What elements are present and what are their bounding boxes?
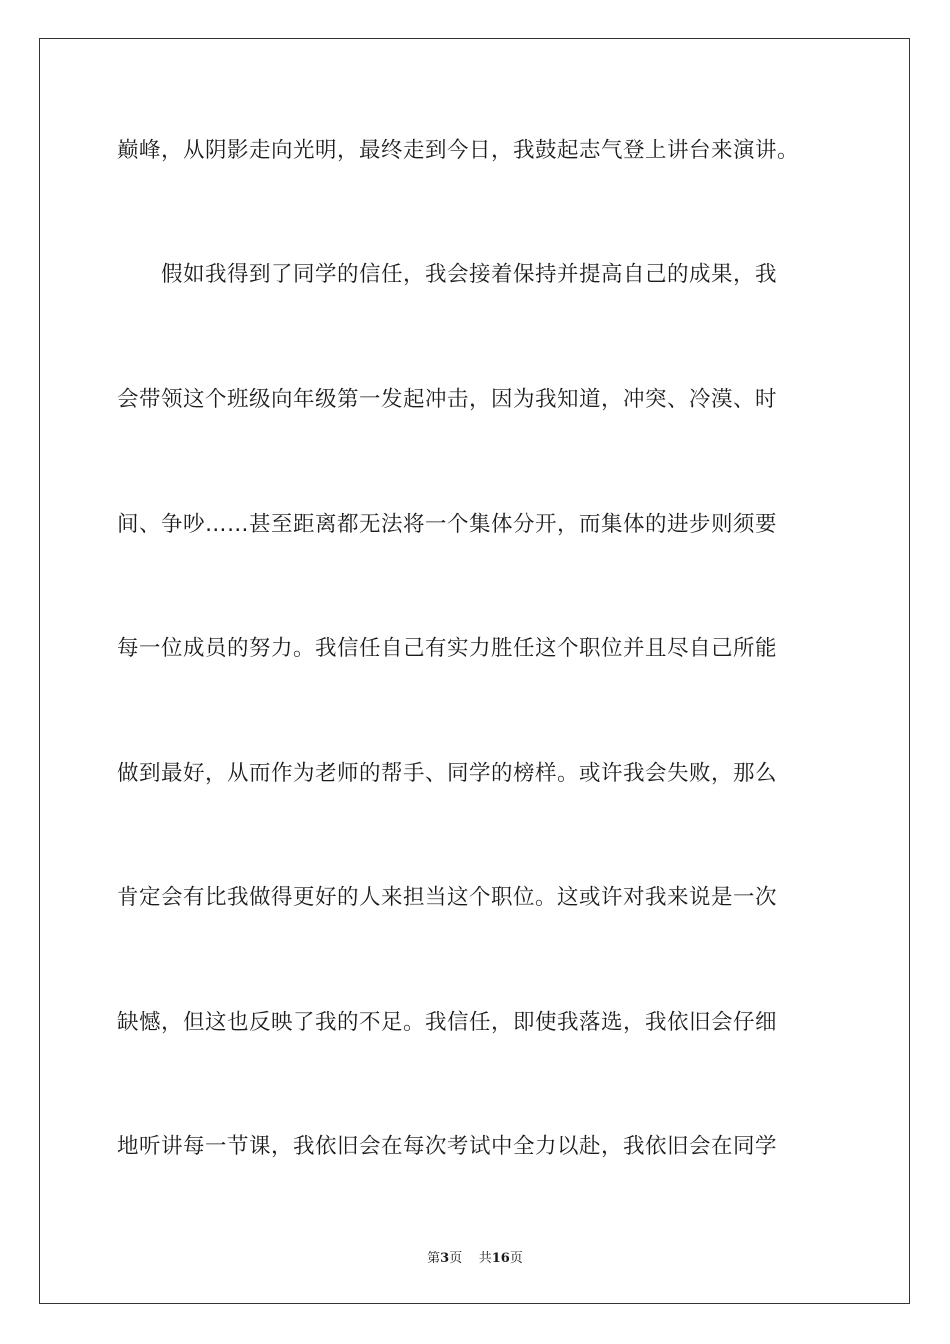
footer-total-suffix: 页 bbox=[509, 1251, 523, 1266]
footer-page-number: 3 bbox=[440, 1251, 450, 1266]
body-line-6: 做到最好，从而作为老师的帮手、同学的榜样。或许我会失败，那么 bbox=[117, 761, 778, 786]
body-line-8: 缺憾，但这也反映了我的不足。我信任，即使我落选，我依旧会仔细 bbox=[117, 1010, 778, 1035]
body-line-3: 会带领这个班级向年级第一发起冲击，因为我知道，冲突、冷漠、时 bbox=[117, 387, 778, 412]
body-line-2: 假如我得到了同学的信任，我会接着保持并提高自己的成果，我 bbox=[117, 262, 778, 287]
body-line-4: 间、争吵……甚至距离都无法将一个集体分开，而集体的进步则须要 bbox=[117, 512, 778, 537]
body-line-1: 巅峰，从阴影走向光明，最终走到今日，我鼓起志气登上讲台来演讲。 bbox=[117, 138, 800, 163]
footer-prefix: 第 bbox=[427, 1251, 441, 1266]
body-line-5: 每一位成员的努力。我信任自己有实力胜任这个职位并且尽自己所能 bbox=[117, 636, 778, 661]
footer-page-suffix: 页 bbox=[449, 1251, 463, 1266]
footer-total-pages: 16 bbox=[491, 1251, 510, 1266]
footer-total-prefix: 共 bbox=[478, 1251, 492, 1266]
body-line-9: 地听讲每一节课，我依旧会在每次考试中全力以赴，我依旧会在同学 bbox=[117, 1134, 778, 1159]
body-line-7: 肯定会有比我做得更好的人来担当这个职位。这或许对我来说是一次 bbox=[117, 885, 778, 910]
page-footer bbox=[0, 1247, 950, 1266]
page-border bbox=[39, 38, 910, 1304]
